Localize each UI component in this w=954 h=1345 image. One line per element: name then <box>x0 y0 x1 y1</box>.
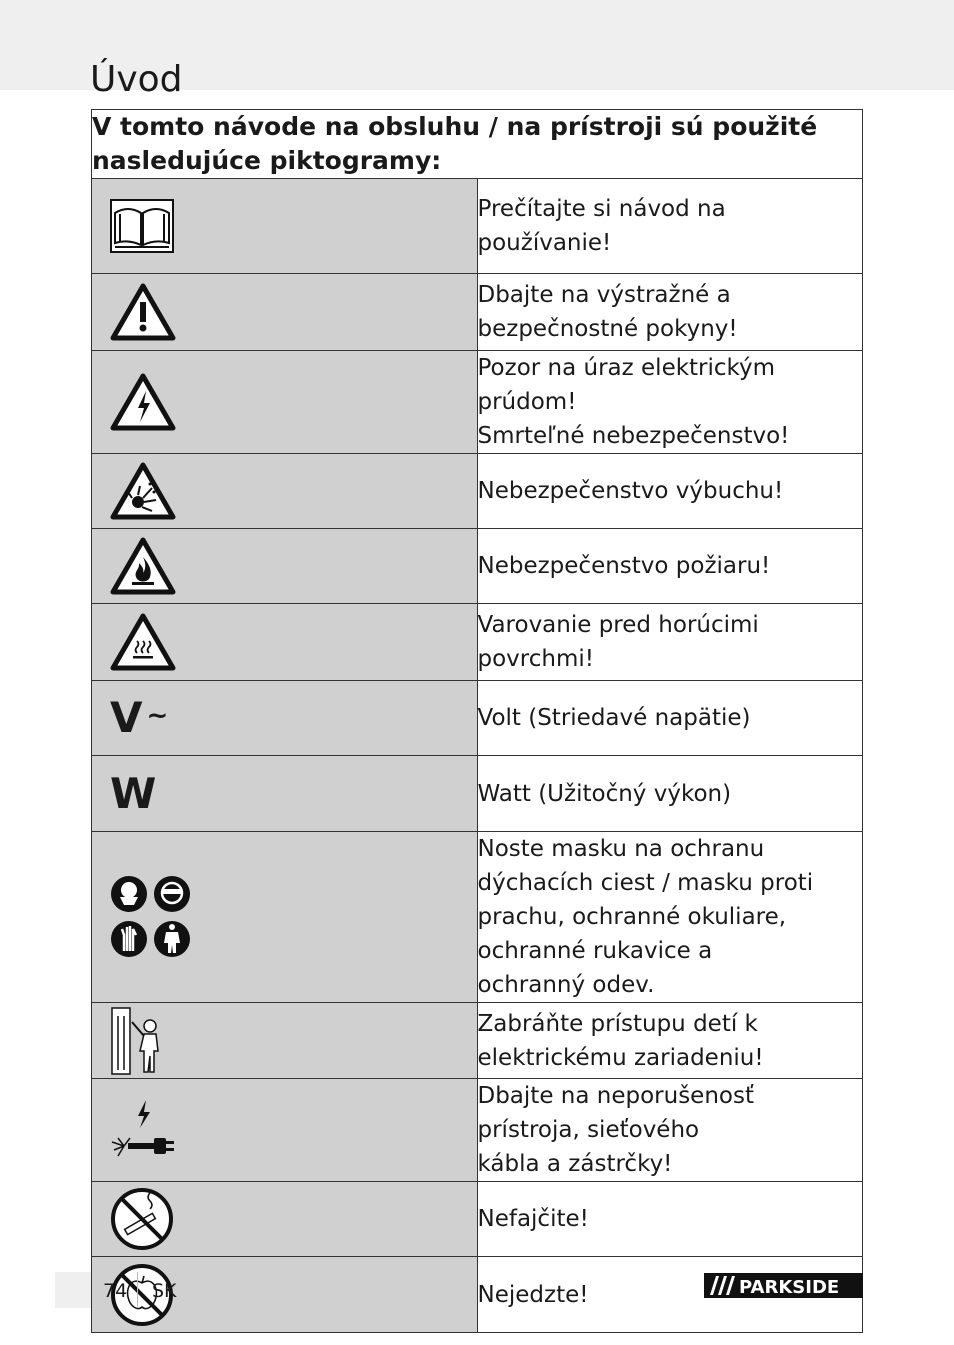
text-cell <box>477 351 863 454</box>
table-row <box>92 454 863 529</box>
row-text-line: Nebezpečenstvo výbuchu! <box>477 478 784 504</box>
row-text-line: Nejedzte! <box>477 1281 589 1308</box>
row-text-line: Nefajčite! <box>477 1206 589 1232</box>
table-row <box>92 604 863 681</box>
table-row <box>92 681 863 756</box>
keep-children-away-icon <box>110 1006 170 1076</box>
footer-divider <box>137 1272 138 1308</box>
table-row <box>92 351 863 454</box>
table-row <box>92 832 863 1003</box>
hot-surface-warning-icon <box>110 613 176 671</box>
table-row <box>92 1003 863 1079</box>
text-cell <box>477 832 863 1003</box>
icon-cell <box>92 832 478 1003</box>
text-cell <box>477 274 863 351</box>
icon-cell <box>92 1182 478 1257</box>
page-language: SK <box>152 1280 177 1302</box>
icon-cell <box>92 529 478 604</box>
table-row <box>92 274 863 351</box>
row-text-line: Volt (Striedavé napätie) <box>477 705 751 731</box>
icon-cell <box>92 351 478 454</box>
text-cell <box>477 1182 863 1257</box>
table-heading <box>92 110 863 179</box>
page-number: 74 <box>103 1280 128 1302</box>
text-cell <box>477 1003 863 1079</box>
icon-cell <box>92 1257 478 1333</box>
protective-gloves-icon <box>111 921 147 957</box>
row-text-line: Varovanie pred horúcimi povrchmi! <box>477 612 759 672</box>
icon-cell <box>92 274 478 351</box>
row-text-line: Zabráňte prístupu detí k elektrickému zariadeniu! <box>477 1010 764 1071</box>
row-text-line: Dbajte na neporušenosť prístroja, sieťového <box>477 1083 754 1143</box>
row-text-line: Dbajte na výstražné a bezpečnostné pokyny! <box>477 282 738 342</box>
page-title: Úvod <box>90 59 183 101</box>
text-cell <box>477 529 863 604</box>
footer-marker <box>55 1272 91 1308</box>
icon-cell <box>92 454 478 529</box>
icon-cell <box>92 179 478 274</box>
icon-cell <box>92 1079 478 1182</box>
text-cell <box>477 454 863 529</box>
table-row <box>92 179 863 274</box>
warning-exclamation-icon <box>110 283 176 341</box>
manual-book-icon <box>110 199 174 253</box>
row-text-line: Watt (Užitočný výkon) <box>477 780 732 807</box>
ac-tilde-symbol: ~ <box>146 701 169 731</box>
table-row <box>92 1182 863 1257</box>
row-text-line: Smrteľné nebezpečenstvo! <box>477 423 790 449</box>
row-text-line: prachu, ochranné okuliare, ochranné rukavice a <box>477 904 787 964</box>
table-heading-row <box>92 110 863 179</box>
row-text-line: Pozor na úraz elektrickým prúdom! <box>477 355 776 415</box>
text-cell <box>477 681 863 756</box>
row-text-line: Noste masku na ochranu dýchacích ciest / masku proti <box>477 836 814 896</box>
icon-cell <box>92 604 478 681</box>
text-cell <box>477 604 863 681</box>
watt-symbol: W <box>110 768 157 818</box>
table-heading-line: nasledujúce piktogramy: <box>92 146 442 175</box>
safety-goggles-icon <box>154 876 190 912</box>
electric-shock-warning-icon <box>110 373 176 431</box>
row-text-line: Prečítajte si návod na používanie! <box>477 196 726 256</box>
text-cell <box>477 179 863 274</box>
table-row <box>92 1079 863 1182</box>
text-cell <box>477 756 863 832</box>
row-text-line: kábla a zástrčky! <box>477 1151 673 1177</box>
table-row <box>92 529 863 604</box>
icon-cell <box>92 681 478 756</box>
protective-clothing-icon <box>154 921 190 957</box>
icon-cell <box>92 756 478 832</box>
dust-mask-icon <box>111 876 147 912</box>
no-smoking-icon <box>110 1187 174 1251</box>
volt-symbol-letter: V <box>110 693 143 742</box>
fire-warning-icon <box>110 537 176 595</box>
table-row <box>92 756 863 832</box>
parkside-logo <box>704 1273 863 1298</box>
text-cell <box>477 1079 863 1182</box>
row-text-line: ochranný odev. <box>477 972 655 998</box>
pictogram-table <box>91 109 863 1333</box>
brand-name: PARKSIDE <box>739 1277 840 1298</box>
icon-cell <box>92 1003 478 1079</box>
damaged-cable-icon <box>110 1098 176 1162</box>
table-heading-line: V tomto návode na obsluhu / na prístroji sú použité <box>92 112 818 141</box>
row-text-line: Nebezpečenstvo požiaru! <box>477 553 771 579</box>
protective-equipment-icons <box>110 875 192 959</box>
explosion-warning-icon <box>110 462 176 520</box>
volt-ac-symbol <box>110 693 168 742</box>
